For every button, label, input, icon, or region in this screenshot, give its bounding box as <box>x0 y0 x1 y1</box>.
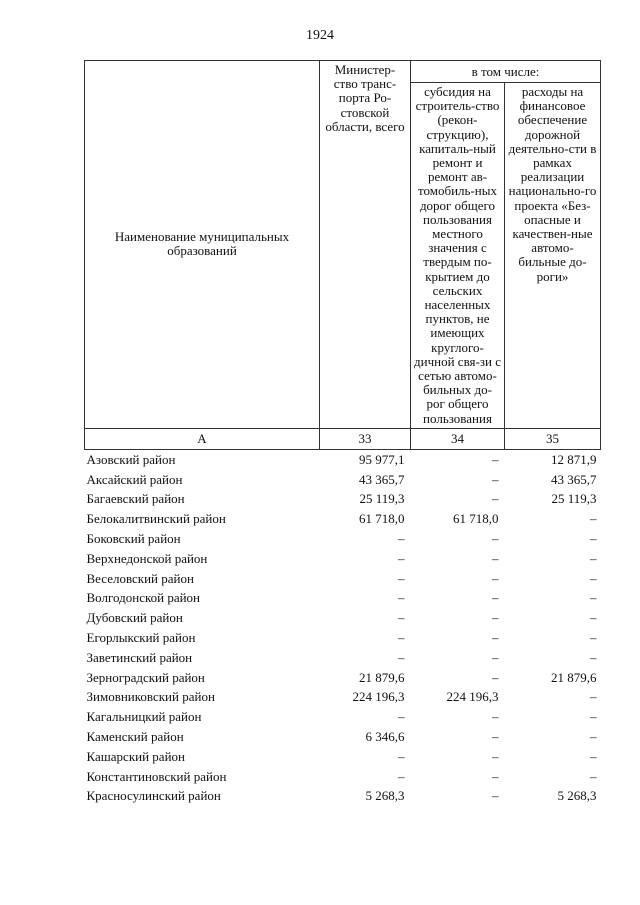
value-total: 43 365,7 <box>359 471 405 487</box>
budget-table <box>84 60 601 806</box>
header-col-34: субсидия на строитель-ство (рекон-струкцию), капиталь-ный ремонт и ремонт ав-томобиль-ных дорог общего пользования местного значения с твердым по-крытием до сельских населенных пунктов, не имеющих круглого-дичной свя-зи с сетью автомо-бильных до-рог общего пользования <box>411 83 505 429</box>
value-subsidy: – <box>492 669 499 685</box>
value-total: – <box>398 570 405 586</box>
table-row <box>85 569 601 589</box>
value-subsidy: – <box>492 451 499 467</box>
table-row <box>85 648 601 668</box>
table-row <box>85 747 601 767</box>
value-total: – <box>398 709 405 725</box>
district-name: Зимовниковский район <box>86 689 215 705</box>
table-row <box>85 727 601 747</box>
table-row <box>85 509 601 529</box>
value-subsidy: – <box>492 471 499 487</box>
table-row <box>85 786 601 806</box>
value-national-project: – <box>590 511 597 527</box>
value-national-project: 21 879,6 <box>551 669 597 685</box>
value-subsidy: – <box>492 649 499 665</box>
value-national-project: – <box>590 748 597 764</box>
table-row <box>85 628 601 648</box>
table-row <box>85 767 601 787</box>
value-national-project: 25 119,3 <box>551 491 597 507</box>
value-national-project: – <box>590 709 597 725</box>
value-total: – <box>398 550 405 566</box>
value-subsidy: – <box>492 550 499 566</box>
value-subsidy: – <box>492 570 499 586</box>
value-subsidy: – <box>492 788 499 804</box>
district-name: Боковский район <box>86 531 181 547</box>
value-total: 25 119,3 <box>359 491 405 507</box>
value-subsidy: – <box>492 709 499 725</box>
district-name: Волгодонской район <box>86 590 201 606</box>
index-cell: А <box>85 428 320 449</box>
value-national-project: – <box>590 610 597 626</box>
index-cell: 33 <box>320 428 411 449</box>
index-cell: 35 <box>505 428 601 449</box>
value-total: 5 268,3 <box>365 788 405 804</box>
value-subsidy: – <box>492 590 499 606</box>
table-row <box>85 470 601 490</box>
district-name: Заветинский район <box>86 649 193 665</box>
header-name: Наименование муниципальных образований <box>85 61 320 429</box>
district-name: Егорлыкский район <box>86 630 196 646</box>
value-subsidy: – <box>492 630 499 646</box>
header-including: в том числе: <box>411 61 601 83</box>
value-subsidy: – <box>492 491 499 507</box>
value-total: – <box>398 649 405 665</box>
table-row <box>85 687 601 707</box>
value-national-project: – <box>590 590 597 606</box>
district-name: Аксайский район <box>86 471 183 487</box>
value-total: – <box>398 531 405 547</box>
district-name: Каменский район <box>86 729 184 745</box>
value-total: 21 879,6 <box>359 669 405 685</box>
value-national-project: – <box>590 729 597 745</box>
table-row <box>85 549 601 569</box>
value-national-project: 5 268,3 <box>557 788 597 804</box>
value-national-project: 43 365,7 <box>551 471 597 487</box>
value-national-project: 12 871,9 <box>551 451 597 467</box>
value-total: – <box>398 768 405 784</box>
index-cell: 34 <box>411 428 505 449</box>
page-number: 1924 <box>306 28 334 43</box>
value-national-project: – <box>590 649 597 665</box>
table-row <box>85 588 601 608</box>
district-name: Дубовский район <box>86 610 183 626</box>
value-subsidy: 61 718,0 <box>453 511 499 527</box>
value-total: – <box>398 590 405 606</box>
district-name: Азовский район <box>86 451 176 467</box>
value-total: 95 977,1 <box>359 451 405 467</box>
value-national-project: – <box>590 570 597 586</box>
table-row <box>85 608 601 628</box>
value-national-project: – <box>590 768 597 784</box>
header-col-35: расходы на финансовое обеспечение дорожной деятельно-сти в рамках реализации национально-го проекта «Без-опасные и качествен-ные автомо-бильные до-роги» <box>505 83 601 429</box>
value-total: – <box>398 610 405 626</box>
value-subsidy: – <box>492 768 499 784</box>
table-row <box>85 668 601 688</box>
value-total: 6 346,6 <box>365 729 405 745</box>
district-name: Веселовский район <box>86 570 194 586</box>
value-subsidy: – <box>492 748 499 764</box>
value-national-project: – <box>590 550 597 566</box>
table-row <box>85 529 601 549</box>
district-name: Багаевский район <box>86 491 185 507</box>
district-name: Белокалитвинский район <box>86 511 226 527</box>
district-name: Зерноградский район <box>86 669 205 685</box>
value-total: 224 196,3 <box>352 689 405 705</box>
value-national-project: – <box>590 689 597 705</box>
value-subsidy: 224 196,3 <box>446 689 499 705</box>
value-national-project: – <box>590 630 597 646</box>
value-total: 61 718,0 <box>359 511 405 527</box>
district-name: Кашарский район <box>86 748 185 764</box>
table-row <box>85 449 601 469</box>
value-subsidy: – <box>492 531 499 547</box>
district-name: Красносулинский район <box>86 788 221 804</box>
district-name: Верхнедонской район <box>86 550 208 566</box>
value-subsidy: – <box>492 610 499 626</box>
district-name: Константиновский район <box>86 768 227 784</box>
table-row <box>85 707 601 727</box>
value-subsidy: – <box>492 729 499 745</box>
district-name: Кагальницкий район <box>86 709 202 725</box>
value-total: – <box>398 748 405 764</box>
table-row <box>85 489 601 509</box>
value-total: – <box>398 630 405 646</box>
value-national-project: – <box>590 531 597 547</box>
header-total: Министер-ство транс-порта Ро-стовской области, всего <box>320 61 411 429</box>
